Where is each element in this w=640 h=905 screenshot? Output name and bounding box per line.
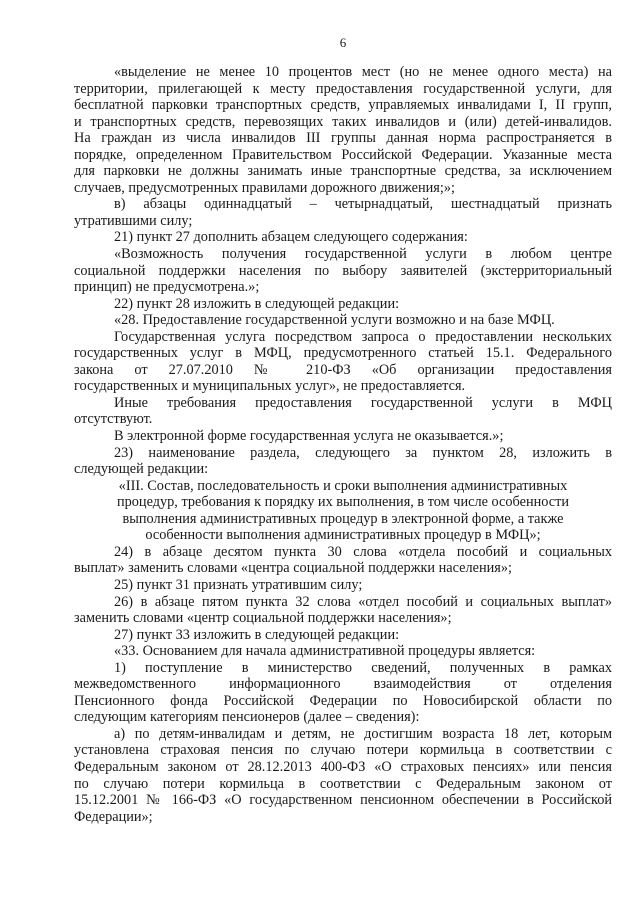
- page-number: 6: [339, 35, 347, 50]
- text-line: следующим категориям пенсионеров (далее – сведения):: [74, 709, 420, 726]
- text-line: «выделение не менее 10 процентов мест (но не менее одного места) на: [114, 64, 612, 80]
- text-line: 1) поступление в министерство сведений, полученных в рамках: [114, 659, 612, 676]
- text-line: «Возможность получения государственной услуги в любом центре: [114, 246, 612, 263]
- paragraph: [74, 296, 612, 313]
- text-line: бесплатной парковки транспортных средств, управляемых инвалидами I, II групп,: [74, 97, 612, 114]
- text-line: 21) пункт 27 дополнить абзацем следующего содержания:: [114, 229, 468, 246]
- paragraph: [74, 627, 612, 644]
- text-line: В электронной форме государственная услуга не оказывается.»;: [114, 428, 504, 445]
- text-line: 25) пункт 31 признать утратившим силу;: [114, 576, 363, 593]
- text-line: по случаю потери кормильца в соответствии с Федеральным законом от: [74, 775, 612, 792]
- paragraph: [74, 428, 612, 445]
- text-line: закона от 27.07.2010 № 210-ФЗ «Об организации предоставления: [74, 361, 612, 378]
- text-line: особенности выполнения административных процедур в МФЦ»;: [145, 527, 541, 544]
- text-line: выполнения административных процедур в электронной форме, а также: [122, 510, 564, 527]
- text-line: и транспортных средств, перевозящих таких инвалидов и (или) детей-инвалидов.: [74, 113, 612, 130]
- text-line: утратившими силу;: [74, 212, 193, 229]
- paragraph: [74, 312, 612, 329]
- text-line: социальной поддержки населения по выбору заявителей (экстерриториальный: [74, 262, 612, 279]
- paragraph: [74, 660, 612, 726]
- text-line: межведомственного информационного взаимодействия от отделения: [74, 676, 612, 693]
- text-line: На граждан из числа инвалидов III группы данная норма распространяется в: [74, 130, 612, 147]
- text-line: 22) пункт 28 изложить в следующей редакции:: [114, 295, 400, 312]
- text-line: государственных и муниципальных услуг», не предоставляется.: [74, 378, 466, 395]
- paragraph: [74, 478, 612, 544]
- paragraph: [74, 445, 612, 478]
- paragraph: [74, 329, 612, 395]
- text-line: выплат» заменить словами «центра социальной поддержки населения»;: [74, 560, 512, 577]
- text-line: 27) пункт 33 изложить в следующей редакции:: [114, 626, 400, 643]
- paragraph: [74, 594, 612, 627]
- paragraph: [74, 643, 612, 660]
- text-line: «28. Предоставление государственной услуги возможно и на базе МФЦ.: [114, 312, 555, 329]
- text-line: Федеральным законом от 28.12.2013 400-ФЗ «О страховых пенсиях» или пенсия: [74, 758, 612, 775]
- text-line: Иные требования предоставления государственной услуги в МФЦ: [114, 394, 612, 411]
- text-line: Государственная услуга посредством запроса о предоставлении нескольких: [114, 328, 612, 345]
- paragraph: [74, 196, 612, 229]
- paragraph: [74, 246, 612, 296]
- text-line: Федерации»;: [74, 808, 153, 825]
- text-line: установлена страховая пенсия по случаю потери кормильца в соответствии с: [74, 742, 612, 759]
- text-line: для парковки не должны занимать иные транспортные средства, за исключением: [74, 163, 612, 180]
- text-line: случаев, предусмотренных правилами дорожного движения;»;: [74, 179, 455, 196]
- text-line: государственных услуг в МФЦ, предусмотренного статьей 15.1. Федерального: [74, 345, 612, 362]
- paragraph: [74, 726, 612, 825]
- paragraph: [74, 64, 612, 196]
- document-page: [74, 36, 612, 825]
- text-line: заменить словами «центр социальной поддержки населения»;: [74, 610, 452, 627]
- paragraph: [74, 229, 612, 246]
- text-line: «33. Основанием для начала административной процедуры является:: [114, 643, 536, 660]
- text-line: «III. Состав, последовательность и сроки выполнения административных: [118, 477, 568, 494]
- text-line: Пенсионного фонда Российской Федерации по Новосибирской области по: [74, 692, 612, 709]
- text-line: 15.12.2001 № 166-ФЗ «О государственном пенсионном обеспечении в Российской: [74, 792, 612, 809]
- text-line: а) по детям-инвалидам и детям, не достигшим возраста 18 лет, которым: [114, 725, 612, 742]
- text-line: принцип) не предусмотрена.»;: [74, 279, 260, 296]
- text-line: территории, прилегающей к месту предоставления государственной услуги, для: [74, 80, 612, 97]
- document-body: [74, 64, 612, 825]
- paragraph: [74, 544, 612, 577]
- text-line: отсутствуют.: [74, 411, 153, 428]
- paragraph: [74, 395, 612, 428]
- text-line: процедур, требования к порядку их выполнения, в том числе особенности: [116, 494, 570, 511]
- text-line: 24) в абзаце десятом пункта 30 слова «отдела пособий и социальных: [114, 543, 612, 560]
- text-line: следующей редакции:: [74, 461, 209, 478]
- paragraph: [74, 577, 612, 594]
- text-line: 23) наименование раздела, следующего за пунктом 28, изложить в: [114, 444, 612, 461]
- text-line: в) абзацы одиннадцатый – четырнадцатый, шестнадцатый признать: [114, 196, 612, 213]
- text-line: 26) в абзаце пятом пункта 32 слова «отдел пособий и социальных выплат»: [114, 593, 612, 610]
- text-line: порядке, определенном Правительством Российской Федерации. Указанные места: [74, 146, 612, 163]
